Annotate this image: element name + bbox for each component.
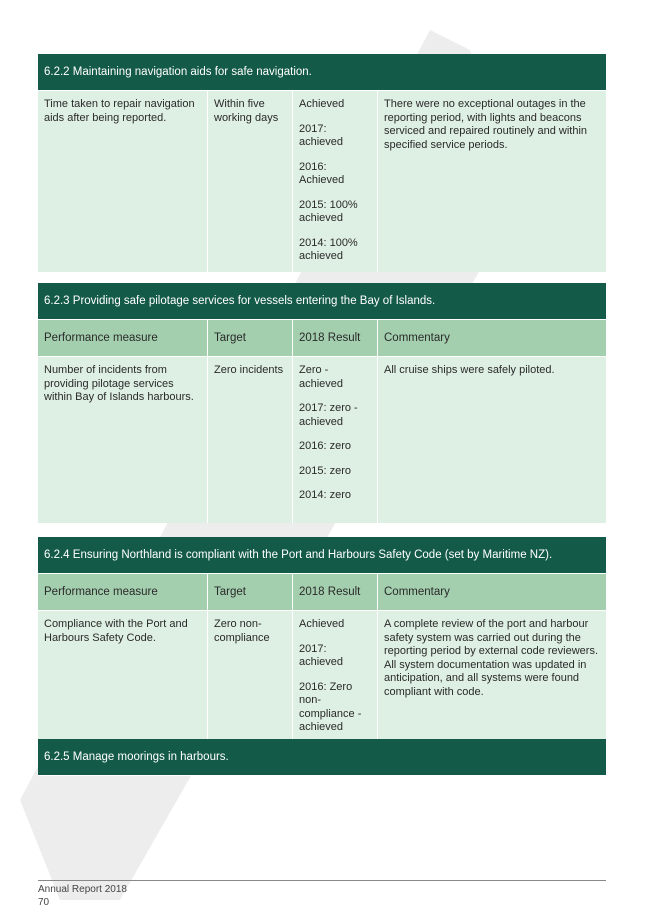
result-cell: [293, 91, 378, 272]
section-6-2-3: [38, 283, 606, 523]
result-line: 2016: zero: [299, 440, 351, 452]
header-result: 2018 Result: [293, 574, 378, 611]
result-line: 2014: 100% achieved: [299, 236, 358, 262]
report-name: Annual Report 2018: [38, 884, 127, 895]
table-row: [38, 357, 606, 523]
target-cell: Within five working days: [208, 91, 293, 272]
table-row: [38, 611, 606, 733]
header-performance-measure: Performance measure: [38, 320, 208, 357]
page-footer: [38, 883, 127, 909]
target-cell: Zero non-compliance: [208, 611, 293, 743]
section-title: 6.2.5 Manage moorings in harbours.: [38, 739, 606, 776]
section-6-2-2: [38, 54, 606, 270]
commentary-cell: All cruise ships were safely piloted.: [378, 357, 606, 523]
result-line: 2014: zero: [299, 489, 351, 501]
result-cell: [293, 357, 378, 523]
target-cell: Zero incidents: [208, 357, 293, 523]
result-line: 2017: achieved: [299, 642, 344, 668]
header-target: Target: [208, 320, 293, 357]
header-result: 2018 Result: [293, 320, 378, 357]
result-line: 2017: zero - achieved: [299, 402, 358, 428]
result-cell: [293, 611, 378, 743]
header-commentary: Commentary: [378, 574, 606, 611]
measure-cell: Time taken to repair navigation aids after being reported.: [38, 91, 208, 272]
header-target: Target: [208, 574, 293, 611]
section-6-2-5: [38, 739, 606, 776]
table-header: [38, 320, 606, 357]
page-number: 70: [38, 897, 50, 908]
result-line: 2016: Achieved: [299, 160, 345, 186]
section-title: 6.2.3 Providing safe pilotage services for vessels entering the Bay of Islands.: [38, 283, 606, 320]
section-title: 6.2.4 Ensuring Northland is compliant with the Port and Harbours Safety Code (set by Maritime NZ).: [38, 537, 606, 574]
result-line: 2015: zero: [299, 464, 351, 477]
header-performance-measure: Performance measure: [38, 574, 208, 611]
header-commentary: Commentary: [378, 320, 606, 357]
result-line: Zero - achieved: [299, 364, 344, 390]
result-line: Achieved: [299, 98, 345, 110]
result-line: Achieved: [299, 618, 345, 630]
commentary-cell: A complete review of the port and harbour safety system was carried out during the reporting period by external code reviewers. All system documentation was updated in anticipation, and all systems were found compliant with code.: [378, 611, 606, 743]
table-row: [38, 91, 606, 270]
measure-cell: Compliance with the Port and Harbours Safety Code.: [38, 611, 208, 743]
footer-divider: [38, 880, 606, 881]
result-line: 2015: 100% achieved: [299, 198, 358, 224]
result-line: 2016: Zero non-compliance - achieved: [299, 680, 362, 733]
measure-cell: Number of incidents from providing pilotage services within Bay of Islands harbours.: [38, 357, 208, 523]
result-line: 2017: achieved: [299, 122, 344, 148]
table-header: [38, 574, 606, 611]
commentary-cell: There were no exceptional outages in the reporting period, with lights and beacons serviced and repaired routinely and within specified service periods.: [378, 91, 606, 272]
section-6-2-4: [38, 537, 606, 733]
section-title: 6.2.2 Maintaining navigation aids for safe navigation.: [38, 54, 606, 91]
